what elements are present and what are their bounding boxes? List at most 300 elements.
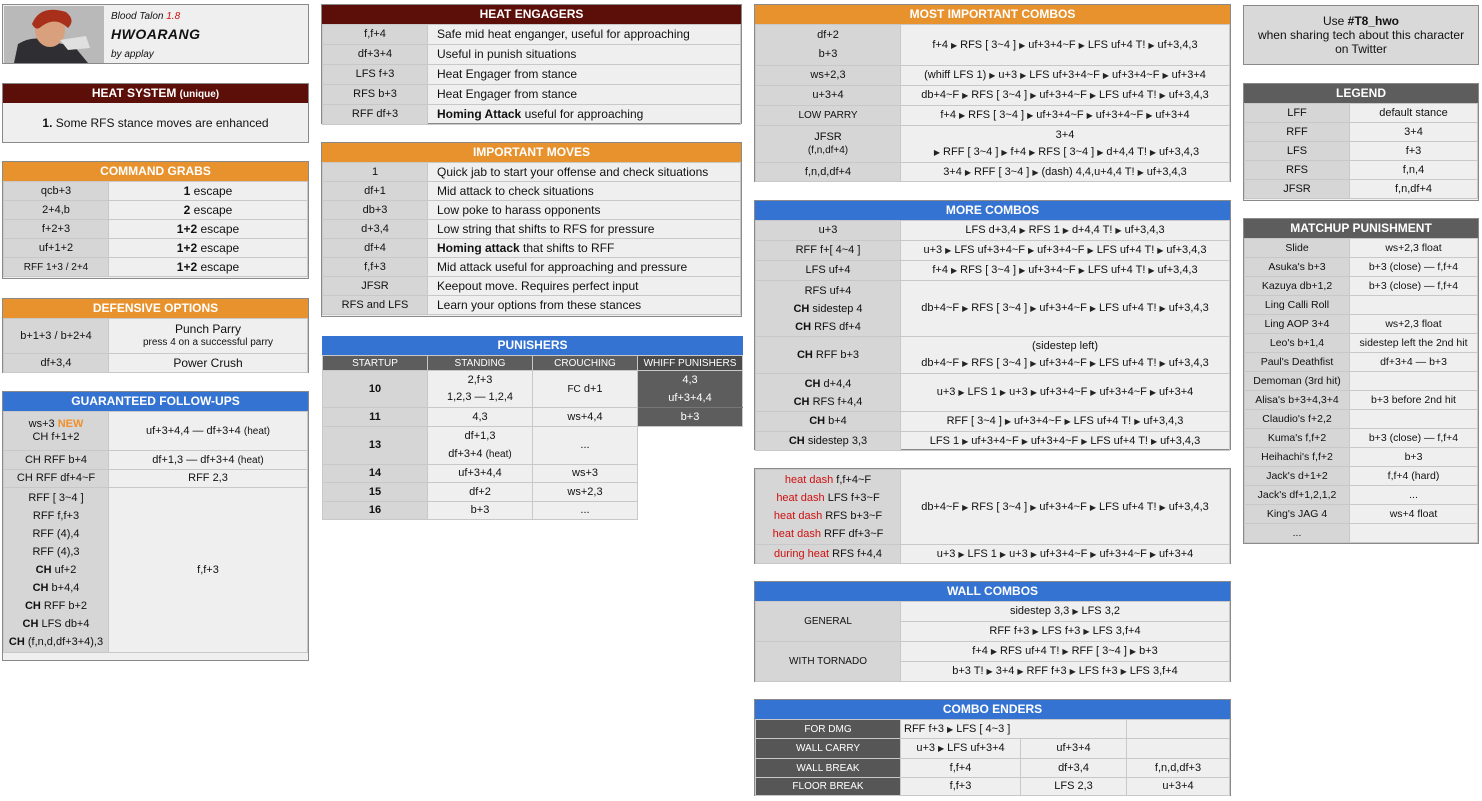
matchup-row — [1245, 239, 1478, 258]
combo-row — [756, 602, 1230, 622]
game-name: Blood Talon — [111, 11, 164, 22]
heat-tag: during heat — [774, 547, 830, 560]
heat-note: (heat) — [485, 449, 512, 460]
punishers-panel — [321, 335, 742, 524]
grab-row — [4, 258, 308, 277]
new-badge: NEW — [57, 418, 84, 430]
combo-row — [756, 241, 1230, 261]
move-input: RFS and LFS — [323, 296, 428, 315]
empty-cell — [638, 502, 743, 520]
followup-text: uf+3+4,4 — df+3+4 — [146, 424, 241, 437]
arrow-icon: ▶ — [1032, 167, 1039, 177]
matchup-row — [1245, 429, 1478, 448]
starter-move: LFS f+3~F — [824, 492, 880, 504]
ender-route — [901, 720, 1127, 739]
combo-step: uf+3+4~F — [1099, 547, 1147, 560]
arrow-icon: ▶ — [933, 148, 941, 157]
hashtag: #T8_hwo — [1347, 14, 1400, 28]
move-input: 1 — [323, 163, 428, 182]
emphasis: Homing attack — [437, 240, 520, 255]
combo-row — [756, 66, 1230, 86]
move-text: sidestep 4 — [812, 302, 863, 315]
combo-step: db+4~F — [921, 500, 960, 513]
combo-step: LFS f+3 — [1078, 665, 1118, 677]
counter-hit-tag: CH — [809, 415, 826, 427]
character-portrait — [4, 6, 104, 63]
combo-step: uf+3+4 — [1159, 547, 1194, 560]
combo-route — [901, 602, 1230, 622]
wall-combos-header: WALL COMBOS — [755, 582, 1230, 601]
engager-row — [323, 65, 741, 85]
move-description: Mid attack useful for approaching and pressure — [428, 258, 741, 277]
combo-route-line — [904, 355, 1226, 372]
combo-route — [901, 241, 1230, 261]
heat-starter — [756, 525, 900, 543]
combo-step: uf+3,4,3 — [1166, 244, 1207, 256]
whiff-move: uf+3+4,4 — [668, 392, 712, 404]
combo-step: RFS [ 3~4 ] — [960, 38, 1017, 51]
move-text: uf+2 — [54, 564, 77, 576]
arrow-icon: ▶ — [945, 246, 952, 255]
counter-hit-tag: CH — [793, 302, 810, 315]
arrow-icon: ▶ — [1148, 40, 1155, 50]
arrow-icon: ▶ — [962, 359, 969, 368]
combo-starter — [756, 432, 901, 451]
matchup-move: Claudio's f+2,2 — [1245, 410, 1350, 429]
wall-combo-type: GENERAL — [756, 602, 901, 642]
matchup-row — [1245, 315, 1478, 334]
combo-row — [756, 261, 1230, 281]
followup-starter — [4, 412, 109, 451]
combo-route — [901, 25, 1230, 66]
arrow-icon: ▶ — [999, 549, 1007, 559]
ender-row — [756, 739, 1230, 759]
combo-starter — [756, 126, 901, 163]
matchup-panel — [1243, 218, 1479, 544]
description-text: useful for approaching — [521, 107, 644, 121]
followup-move: RFF [ 3~4 ] — [28, 492, 84, 504]
startup-frame: 16 — [323, 502, 428, 520]
punishers-column-headers — [323, 356, 743, 371]
matchup-move: Paul's Deathfist — [1245, 353, 1350, 372]
combo-step: u+3 — [1009, 547, 1028, 560]
share-pre: Use — [1322, 14, 1348, 28]
arrow-icon: ▶ — [1146, 111, 1153, 120]
grab-input: uf+1+2 — [4, 239, 109, 258]
arrow-icon: ▶ — [962, 502, 969, 512]
combo-starter: RFF f+[ 4~4 ] — [756, 241, 901, 261]
matchup-header: MATCHUP PUNISHMENT — [1244, 219, 1478, 238]
followup-move — [4, 615, 108, 633]
arrow-icon: ▶ — [1019, 226, 1026, 235]
engager-description: Heat Engager from stance — [428, 85, 741, 105]
combo-route — [901, 163, 1230, 182]
punisher-row — [323, 502, 743, 520]
combo-starter: u+3 — [756, 221, 901, 241]
engager-description — [428, 105, 741, 125]
arrow-icon: ▶ — [962, 91, 969, 100]
matchup-row — [1245, 353, 1478, 372]
punish-move: df+1,3 — [464, 430, 496, 442]
combo-row — [756, 412, 1230, 432]
matchup-move: Alisa's b+3+4,3+4 — [1245, 391, 1350, 410]
starter-move: RFF df+3~F — [820, 528, 884, 540]
matchup-row — [1245, 524, 1478, 543]
matchup-punish: sidestep left the 2nd hit — [1350, 334, 1478, 353]
combo-route — [901, 622, 1230, 642]
combo-step: RFS uf+4 T! — [1000, 645, 1060, 657]
escape-buttons: 1+2 — [176, 259, 198, 274]
starter-move: f,f+4~F — [833, 474, 872, 486]
combo-step: RFF f+3 — [904, 722, 945, 735]
escape-buttons: 1+2 — [176, 221, 198, 236]
legend-row — [1245, 180, 1478, 199]
grab-escape — [109, 258, 308, 277]
ender-option: uf+3+4 — [1021, 739, 1127, 759]
followup-value: RFF 2,3 — [109, 470, 308, 488]
col-crouching: CROUCHING — [533, 356, 638, 371]
heat-system-item-text: Some RFS stance moves are enhanced — [55, 116, 269, 130]
combo-step: LFS uf+4 T! — [1098, 302, 1157, 314]
arrow-icon: ▶ — [1159, 91, 1166, 100]
matchup-punish: b+3 — [1350, 448, 1478, 467]
combo-step: db+4~F — [921, 89, 960, 101]
matchup-punish — [1350, 372, 1478, 391]
arrow-icon: ▶ — [958, 549, 965, 559]
legend-header: LEGEND — [1244, 84, 1478, 103]
escape-buttons: 1+2 — [176, 240, 198, 255]
combo-step: uf+3+4~F — [1112, 69, 1160, 81]
combo-step: sidestep 3,3 — [1009, 605, 1070, 617]
standing-punish — [428, 371, 533, 408]
followup-row — [4, 412, 308, 451]
heat-system-item — [3, 103, 308, 130]
share-text: when sharing tech about this character on Twitter — [1257, 28, 1465, 56]
arrow-icon: ▶ — [1090, 549, 1097, 559]
ender-option: u+3+4 — [1127, 778, 1230, 796]
arrow-icon: ▶ — [1078, 40, 1085, 50]
matchup-move: Kuma's f,f+2 — [1245, 429, 1350, 448]
arrow-icon: ▶ — [958, 388, 965, 397]
combo-route — [901, 374, 1230, 412]
combo-route — [901, 432, 1230, 451]
combo-step: uf+3+4~F — [1014, 415, 1062, 427]
combo-step: LFS [ 4~3 ] — [956, 722, 1011, 735]
description-text: that shifts to RFF — [519, 240, 615, 255]
move-text: RFS df+4 — [814, 320, 861, 333]
grab-row — [4, 220, 308, 239]
ender-option: f,f+4 — [901, 759, 1021, 778]
combo-step: uf+3+4~F — [1039, 386, 1088, 398]
matchup-punish: f,f+4 (hard) — [1350, 467, 1478, 486]
ender-row — [756, 720, 1230, 739]
punish-move: 2,f+3 — [467, 374, 493, 386]
ender-type: FOR DMG — [756, 720, 901, 739]
heat-system-suffix: (unique) — [179, 89, 220, 100]
ender-type: FLOOR BREAK — [756, 778, 901, 796]
combo-step: LFS uf+3+4 — [947, 742, 1005, 754]
starter-move: b+3 — [818, 48, 838, 60]
escape-label: escape — [193, 183, 233, 198]
engager-input: RFS b+3 — [323, 85, 428, 105]
combo-step: uf+3+4~F — [1039, 357, 1087, 369]
defensive-description — [109, 319, 308, 354]
arrow-icon: ▶ — [962, 436, 969, 446]
engager-row — [323, 45, 741, 65]
combo-starter — [756, 25, 901, 66]
matchup-punish: ws+2,3 float — [1350, 239, 1478, 258]
combo-route — [901, 106, 1230, 126]
matchup-punish: b+3 (close) — f,f+4 — [1350, 258, 1478, 277]
arrow-icon: ▶ — [1030, 359, 1037, 368]
move-input: f,f+3 — [323, 258, 428, 277]
arrow-icon: ▶ — [1159, 359, 1166, 368]
matchup-punish: ws+4 float — [1350, 505, 1478, 524]
followup-row — [4, 470, 308, 488]
combo-route-line — [904, 144, 1226, 161]
combo-starter: LFS uf+4 — [756, 261, 901, 281]
arrow-icon: ▶ — [1001, 148, 1008, 157]
combo-step: RFS 1 — [1028, 224, 1060, 236]
crouching-punish: ... — [533, 427, 638, 465]
grab-escape — [109, 220, 308, 239]
arrow-icon: ▶ — [1030, 304, 1037, 313]
combo-step: RFF [ 3~4 ] — [1071, 645, 1127, 657]
standing-punish: uf+3+4,4 — [428, 465, 533, 483]
move-row — [323, 182, 741, 201]
arrow-icon: ▶ — [1081, 436, 1088, 446]
combo-step: uf+3+4~F — [1039, 302, 1087, 314]
combo-route — [901, 412, 1230, 432]
heat-starter — [756, 489, 900, 507]
wall-combo-type: WITH TORNADO — [756, 642, 901, 682]
ender-route — [901, 739, 1021, 759]
arrow-icon: ▶ — [1149, 148, 1157, 157]
move-description — [428, 239, 741, 258]
engager-input: f,f+4 — [323, 25, 428, 45]
arrow-icon: ▶ — [1083, 627, 1090, 636]
combo-row — [756, 281, 1230, 337]
arrow-icon: ▶ — [1078, 266, 1085, 275]
ender-type: WALL CARRY — [756, 739, 901, 759]
combo-step: db+4~F — [921, 357, 960, 369]
engager-input: RFF df+3 — [323, 105, 428, 125]
standing-punish — [428, 427, 533, 465]
grab-input: RFF 1+3 / 2+4 — [4, 258, 109, 277]
ender-row — [756, 759, 1230, 778]
followup-value — [109, 412, 308, 451]
arrow-icon: ▶ — [1069, 667, 1076, 676]
move-description: Low string that shifts to RFS for pressure — [428, 220, 741, 239]
startup-frame: 13 — [323, 427, 428, 465]
counter-hit-tag: CH — [796, 348, 813, 361]
matchup-row — [1245, 486, 1478, 505]
arrow-icon: ▶ — [958, 111, 966, 120]
move-row — [323, 220, 741, 239]
parry-name: Punch Parry — [174, 322, 242, 336]
legend-row — [1245, 123, 1478, 142]
combo-starter: LOW PARRY — [756, 106, 901, 126]
combo-row — [756, 432, 1230, 451]
move-text: LFS db+4 — [41, 618, 90, 630]
punisher-row — [323, 483, 743, 502]
combo-row — [756, 642, 1230, 662]
arrow-icon: ▶ — [1019, 40, 1026, 50]
combo-step: u+3 — [1009, 386, 1028, 398]
combo-step: b+3 — [1139, 645, 1158, 657]
heat-system-header — [3, 84, 308, 103]
combo-starter — [756, 281, 901, 337]
move-row — [323, 296, 741, 315]
starter-note: (f,n,df+4) — [807, 145, 849, 156]
engager-input: df+3+4 — [323, 45, 428, 65]
combo-step: u+3 — [998, 69, 1018, 81]
legend-input: 3+4 — [1350, 123, 1478, 142]
combo-step: uf+3+4~F — [1039, 500, 1087, 513]
punisher-row — [323, 408, 743, 427]
combo-step: u+3 — [936, 547, 956, 560]
legend-row — [1245, 104, 1478, 123]
startup-frame: 10 — [323, 371, 428, 408]
arrow-icon: ▶ — [1159, 502, 1166, 512]
command-grabs-header: COMMAND GRABS — [3, 162, 308, 181]
standing-punish: b+3 — [428, 502, 533, 520]
starter-move: RFS uf+4 — [804, 284, 852, 297]
combo-step: uf+3+4~F — [1028, 264, 1076, 276]
ender-option: df+3,4 — [1021, 759, 1127, 778]
most-important-combos-panel — [754, 4, 1231, 182]
combo-step: LFS f+3 — [1041, 625, 1081, 637]
punisher-row — [323, 427, 743, 465]
matchup-row — [1245, 448, 1478, 467]
combo-row — [756, 106, 1230, 126]
arrow-icon: ▶ — [1102, 71, 1110, 80]
combo-step: RFF [ 3~4 ] — [943, 146, 999, 158]
combo-step: b+3 T! — [952, 665, 984, 677]
combo-row — [756, 86, 1230, 106]
escape-buttons: 2 — [183, 202, 191, 217]
move-input: JFSR — [323, 277, 428, 296]
arrow-icon: ▶ — [1017, 667, 1024, 676]
matchup-row — [1245, 296, 1478, 315]
counter-hit-tag: CH — [8, 636, 25, 648]
arrow-icon: ▶ — [950, 266, 958, 275]
arrow-icon: ▶ — [1087, 246, 1094, 255]
matchup-punish: b+3 (close) — f,f+4 — [1350, 277, 1478, 296]
followup-move: RFF f,f+3 — [32, 510, 80, 522]
combo-route — [901, 545, 1230, 564]
crouching-punish: ws+4,4 — [533, 408, 638, 427]
arrow-icon: ▶ — [1032, 627, 1039, 636]
combo-step: uf+3,4,3 — [1160, 434, 1201, 447]
arrow-icon: ▶ — [938, 744, 945, 753]
combo-step: uf+3,4,3 — [1157, 264, 1198, 276]
combo-starter: f,n,d,df+4 — [756, 163, 901, 182]
legend-input: f+3 — [1350, 142, 1478, 161]
matchup-row — [1245, 467, 1478, 486]
combo-starter — [756, 412, 901, 432]
crouching-punish: ws+3 — [533, 465, 638, 483]
heat-system-item-number: 1. — [42, 116, 53, 130]
combo-step: RFS [ 3~4 ] — [971, 357, 1028, 369]
defensive-options-header: DEFENSIVE OPTIONS — [3, 299, 308, 318]
heat-note: (heat) — [237, 454, 264, 466]
combo-step: LFS uf+4 T! — [1090, 434, 1148, 447]
combo-step: uf+3,4,3 — [1143, 415, 1184, 427]
followup-move — [4, 633, 108, 651]
arrow-icon: ▶ — [964, 167, 972, 177]
escape-label: escape — [193, 202, 233, 217]
arrow-icon: ▶ — [1148, 266, 1155, 275]
combo-step: uf+3,4,3 — [1124, 224, 1165, 236]
move-text: d+4,4 — [823, 377, 852, 390]
combo-route — [901, 662, 1230, 682]
heat-tag: heat dash — [776, 492, 825, 504]
escape-label: escape — [200, 221, 240, 236]
move-text: sidestep 3,3 — [807, 434, 868, 447]
combo-step: uf+3+4~F — [971, 434, 1019, 447]
punishers-header: PUNISHERS — [322, 336, 743, 355]
defensive-input: b+1+3 / b+2+4 — [4, 319, 109, 354]
combo-step: LFS d+3,4 — [965, 224, 1017, 236]
guaranteed-followups-panel — [2, 391, 309, 661]
arrow-icon: ▶ — [1072, 607, 1079, 616]
defensive-input: df+3,4 — [4, 354, 109, 373]
followup-starter-list — [4, 488, 109, 653]
startup-frame: 14 — [323, 465, 428, 483]
followup-move: RFF (4),3 — [32, 546, 80, 558]
heat-system-panel — [2, 83, 309, 143]
combo-step: RFF f+3 — [989, 625, 1030, 637]
combo-step: LFS uf+4 T! — [1096, 244, 1155, 256]
matchup-row — [1245, 410, 1478, 429]
col-startup: STARTUP — [323, 356, 428, 371]
parry-note: press 4 on a successful parry — [142, 337, 274, 348]
fc-tag: FC — [567, 383, 581, 395]
move-description: Learn your options from these stances — [428, 296, 741, 315]
combo-starter: ws+2,3 — [756, 66, 901, 86]
combo-step: uf+3+4~F — [1036, 109, 1084, 121]
matchup-move: Leo's b+1,4 — [1245, 334, 1350, 353]
matchup-row — [1245, 505, 1478, 524]
arrow-icon: ▶ — [1030, 549, 1037, 559]
matchup-move: Asuka's b+3 — [1245, 258, 1350, 277]
arrow-icon: ▶ — [1134, 417, 1141, 426]
legend-row — [1245, 161, 1478, 180]
heat-dash-starters — [756, 470, 901, 545]
combo-row — [756, 337, 1230, 374]
move-row — [323, 258, 741, 277]
standing-punish: df+2 — [428, 483, 533, 502]
arrow-icon: ▶ — [1089, 502, 1096, 512]
combo-step: LFS uf+4 T! — [1087, 38, 1146, 51]
move-text: (f,n,d,df+3+4),3 — [27, 636, 104, 648]
emphasis: Homing Attack — [437, 107, 522, 121]
matchup-row — [1245, 391, 1478, 410]
combo-row — [756, 25, 1230, 66]
grab-escape — [109, 201, 308, 220]
combo-step: uf+3+4~F — [1037, 244, 1085, 256]
combo-step: uf+3+4~F — [1039, 89, 1087, 101]
defensive-row — [4, 319, 308, 354]
title-card — [2, 4, 309, 64]
combo-step: u+3 — [916, 742, 935, 754]
arrow-icon: ▶ — [1019, 266, 1026, 275]
move-row — [323, 201, 741, 220]
combo-step: LFS 3,2 — [1081, 605, 1120, 617]
combo-step: uf+3,4,3 — [1168, 302, 1209, 314]
starter-move: df+2 — [817, 29, 839, 41]
